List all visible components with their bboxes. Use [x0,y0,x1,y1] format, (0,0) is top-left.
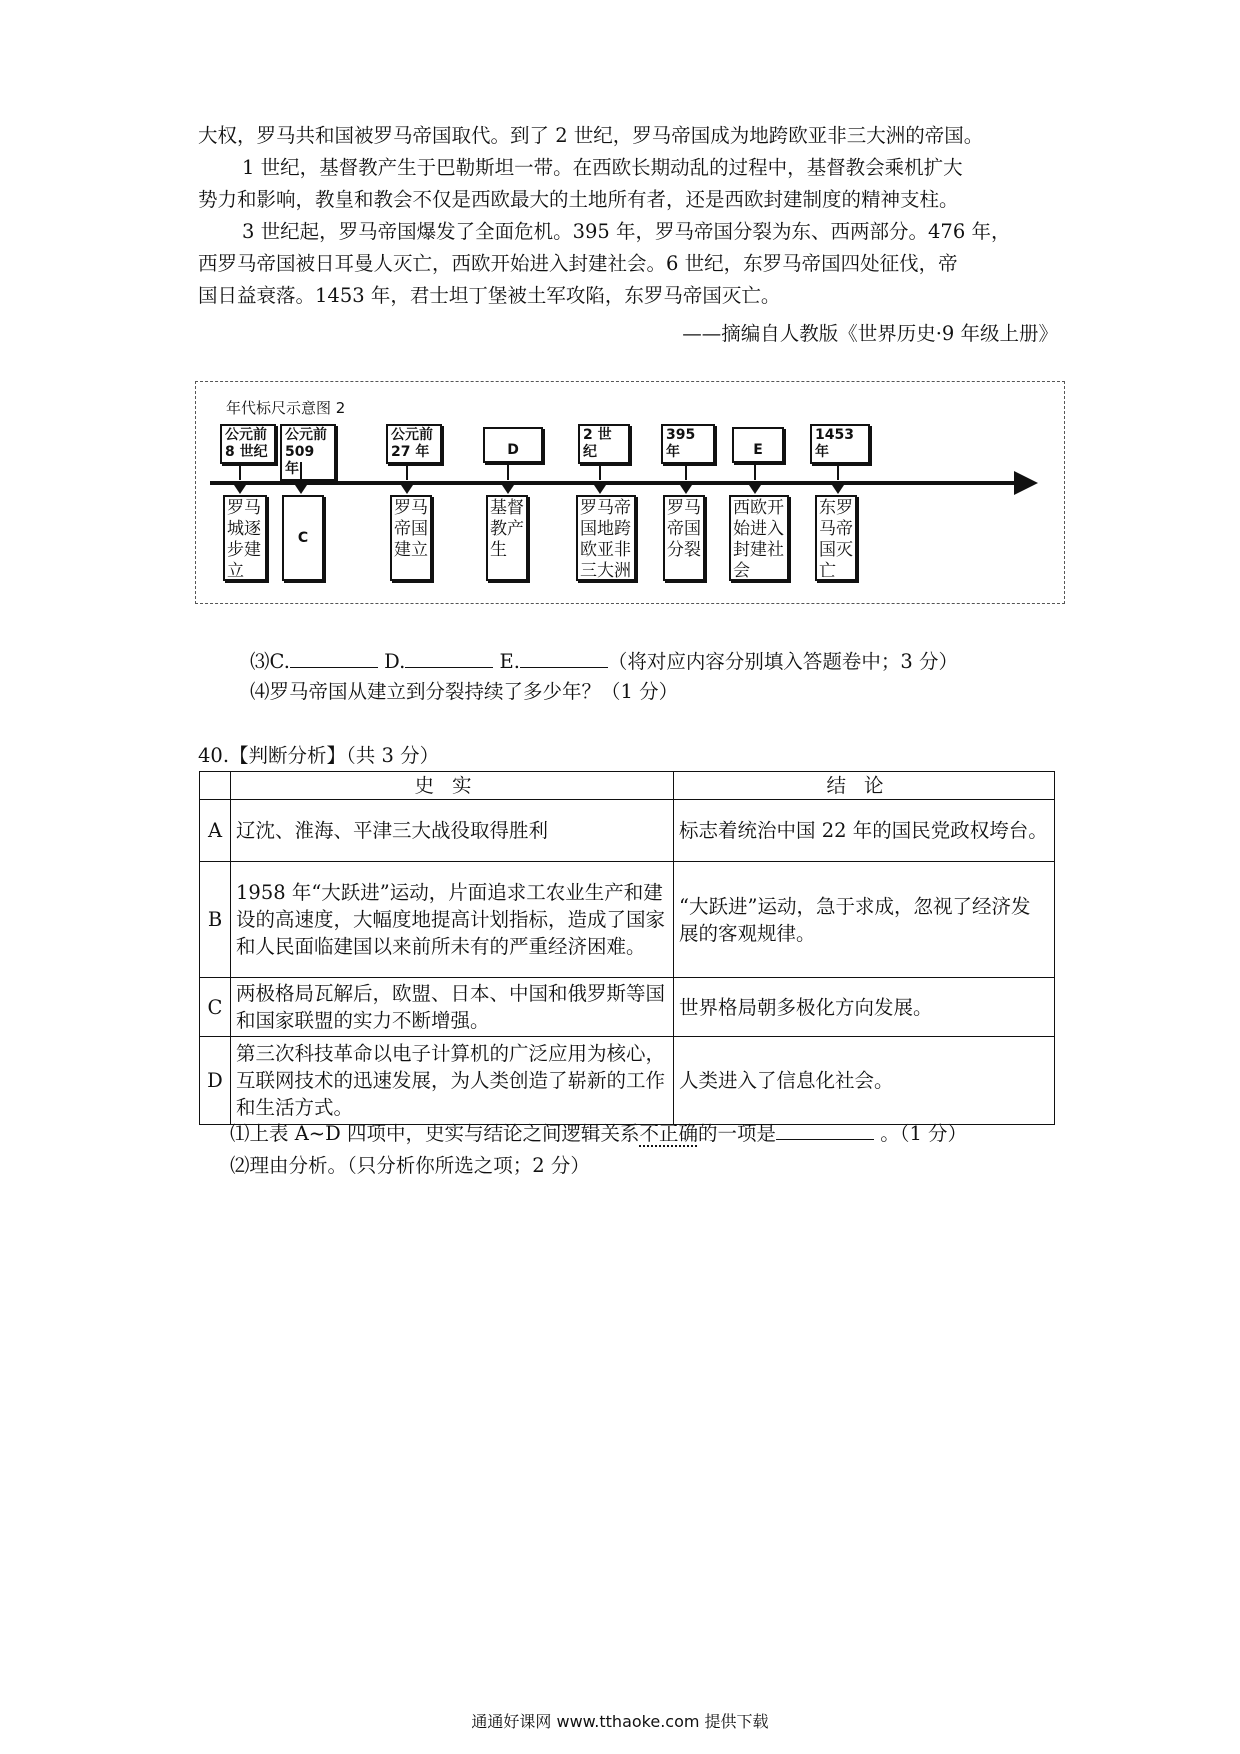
row-label: D [200,1037,231,1125]
timeline-date-4: 2 世纪 [578,424,630,464]
row-fact: 1958 年“大跃进”运动，片面追求工农业生产和建设的高速度，大幅度地提高计划指标，造成了国家和人民面临建国以来前所未有的严重经济困难。 [231,862,674,978]
down-arrow-icon [680,485,692,494]
tick-line [837,462,839,480]
tick-line [685,462,687,480]
q1-emphasis: 不正确 [639,1122,698,1145]
tick-line [507,462,509,480]
down-arrow-icon [502,485,514,494]
tick-line [239,462,241,480]
header-fact: 史实 [231,772,674,800]
timeline-event-c: C [282,495,324,581]
timeline-date-7: 1453 年 [810,424,870,464]
q3-c-label: ⑶C. [250,650,290,673]
table-row [200,978,1055,1037]
timeline-event-3: 基督教产生 [486,495,528,581]
question-40-2: ⑵理由分析。（只分析你所选之项；2 分） [230,1154,590,1177]
question-3 [250,646,958,674]
q3-note: （将对应内容分别填入答题卷中；3 分） [607,650,959,673]
row-conclusion: “大跃进”运动，急于求成，忽视了经济发展的客观规律。 [674,862,1055,978]
timeline-figure [195,381,1065,604]
timeline-date-0: 公元前 8 世纪 [220,424,276,464]
row-label: A [200,800,231,862]
answer-blank-d[interactable] [405,649,493,668]
footer-text: 通通好课网 www.tthaoke.com 提供下载 [471,1712,769,1731]
passage-line: 3 世纪起，罗马帝国爆发了全面危机。395 年，罗马帝国分裂为东、西两部分。476 年， [242,220,1011,243]
timeline-date-d: D [483,427,543,463]
passage-line: 西罗马帝国被日耳曼人灭亡，西欧开始进入封建社会。6 世纪，东罗马帝国四处征伐，帝 [198,252,958,275]
answer-blank-c[interactable] [290,649,378,668]
passage-line: 国日益衰落。1453 年，君士坦丁堡被土军攻陷，东罗马帝国灭亡。 [198,284,781,307]
question-4: ⑷罗马帝国从建立到分裂持续了多少年？（1 分） [250,680,679,703]
table-header-row [200,772,1055,800]
row-conclusion: 标志着统治中国 22 年的国民党政权垮台。 [674,800,1055,862]
q3-e-label: E. [499,650,520,673]
q3-d-label: D. [384,650,406,673]
timeline-event-4: 罗马帝国地跨欧亚非三大洲 [576,495,636,581]
down-arrow-icon [401,485,413,494]
timeline-event-0: 罗马城逐步建立 [223,495,267,581]
row-label: C [200,978,231,1037]
passage-line: 1 世纪，基督教产生于巴勒斯坦一带。在西欧长期动乱的过程中，基督教会乘机扩大 [242,156,963,179]
table-row [200,1037,1055,1125]
timeline-event-2: 罗马帝国建立 [390,495,432,581]
header-blank [200,772,231,800]
answer-blank-40-1[interactable] [776,1121,874,1140]
timeline-axis [210,481,1022,485]
answer-blank-e[interactable] [520,649,608,668]
down-arrow-icon [234,485,246,494]
passage-line: 势力和影响，教皇和教会不仅是西欧最大的土地所有者，还是西欧封建制度的精神支柱。 [198,188,959,211]
timeline-event-7: 东罗马帝国灭亡 [815,495,857,581]
question-40-1 [230,1118,967,1146]
timeline-event-6: 西欧开始进入封建社会 [729,495,789,581]
down-arrow-icon [594,485,606,494]
passage-line: 大权，罗马共和国被罗马帝国取代。到了 2 世纪，罗马帝国成为地跨欧亚非三大洲的帝国。 [198,124,984,147]
row-conclusion: 人类进入了信息化社会。 [674,1037,1055,1125]
tick-line [406,462,408,480]
axis-arrow-icon [1014,471,1038,495]
row-conclusion: 世界格局朝多极化方向发展。 [674,978,1055,1037]
row-fact: 第三次科技革命以电子计算机的广泛应用为核心，互联网技术的迅速发展，为人类创造了崭新的工作和生活方式。 [231,1037,674,1125]
judgment-table [199,771,1055,1125]
figure-title: 年代标尺示意图 2 [226,399,346,417]
table-row [200,800,1055,862]
tick-line [599,462,601,480]
q1-text-post: 的一项是 [697,1122,776,1145]
row-label: B [200,862,231,978]
timeline-date-e: E [732,427,784,463]
q1-text: ⑴上表 A~D 四项中，史实与结论之间逻辑关系 [230,1122,640,1145]
tick-line [300,462,302,480]
down-arrow-icon [832,485,844,494]
section-40-heading: 40.【判断分析】（共 3 分） [198,744,440,767]
source-citation: ——摘编自人教版《世界历史·9 年级上册》 [682,322,1058,345]
table-row [200,862,1055,978]
timeline-date-1: 公元前 509 年 [280,424,336,481]
row-fact: 辽沈、淮海、平津三大战役取得胜利 [231,800,674,862]
tick-line [754,462,756,480]
timeline-date-2: 公元前 27 年 [386,424,442,464]
down-arrow-icon [749,485,761,494]
timeline-date-5: 395 年 [661,424,715,464]
down-arrow-icon [295,485,307,494]
q1-score: 。（1 分） [880,1122,968,1145]
row-fact: 两极格局瓦解后，欧盟、日本、中国和俄罗斯等国和国家联盟的实力不断增强。 [231,978,674,1037]
header-conclusion: 结论 [674,772,1055,800]
timeline-event-5: 罗马帝国分裂 [663,495,705,581]
passage [198,120,1058,312]
